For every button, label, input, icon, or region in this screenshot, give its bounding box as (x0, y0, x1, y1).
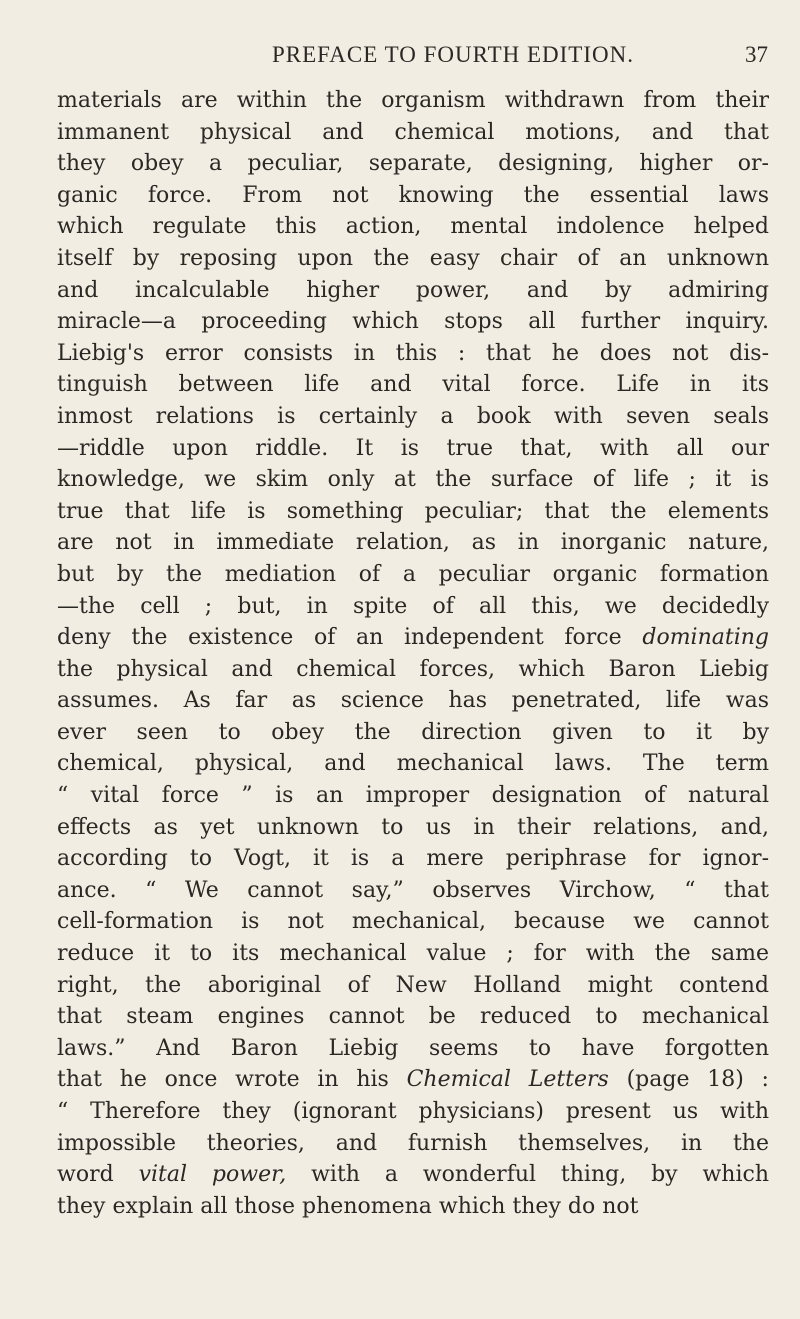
text-line: according to Vogt, it is a mere periphrase for ignor- (57, 846, 769, 872)
text-line: —riddle upon riddle. It is true that, with all our (57, 435, 769, 461)
body-text (57, 85, 769, 1222)
text-line: cell-formation is not mechanical, because we cannot (57, 909, 769, 935)
text-line: impossible theories, and furnish themselves, in the (57, 1130, 769, 1156)
text-line-with-italic (57, 1159, 769, 1191)
text-line: inmost relations is certainly a book with seven seals (57, 403, 769, 429)
text-line: knowledge, we skim only at the surface of life ; it is (57, 467, 769, 493)
text-line: effects as yet unknown to us in their relations, and, (57, 814, 769, 840)
text-line: reduce it to its mechanical value ; for with the same (57, 941, 769, 967)
text-line: immanent physical and chemical motions, and that (57, 119, 769, 145)
text-line: “ vital force ” is an improper designation of natural (57, 783, 769, 809)
text-line: ever seen to obey the direction given to it by (57, 719, 769, 745)
text-line: they obey a peculiar, separate, designing, higher or- (57, 151, 769, 177)
text-segment: deny the existence of an independent force (57, 625, 622, 651)
text-segment: that he once wrote in his (57, 1067, 389, 1093)
italic-term: dominating (642, 625, 769, 651)
text-line: “ Therefore they (ignorant physicians) present us with (57, 1099, 769, 1124)
text-segment: (page 18) : (626, 1067, 769, 1093)
text-line: right, the aboriginal of New Holland might contend (57, 972, 769, 998)
text-line: they explain all those phenomena which they do not (57, 1193, 639, 1219)
running-head: PREFACE TO FOURTH EDITION. (272, 42, 634, 67)
text-line: Liebig's error consists in this : that he does not dis- (57, 340, 769, 366)
text-line: ganic force. From not knowing the essential laws (57, 182, 769, 208)
text-line: the physical and chemical forces, which Baron Liebig (57, 656, 769, 682)
text-line: and incalculable higher power, and by admiring (57, 277, 769, 303)
text-line: which regulate this action, mental indolence helped (57, 214, 769, 240)
text-line: that steam engines cannot be reduced to mechanical (57, 1004, 769, 1030)
text-line: assumes. As far as science has penetrated, life was (57, 688, 769, 714)
text-line: but by the mediation of a peculiar organic formation (57, 561, 769, 587)
book-title: Chemical Letters (406, 1067, 609, 1093)
text-line: miracle—a proceeding which stops all further inquiry. (57, 309, 769, 335)
text-line: —the cell ; but, in spite of all this, we decidedly (57, 593, 769, 619)
text-line: itself by reposing upon the easy chair of an unknown (57, 245, 769, 271)
text-line: materials are within the organism withdrawn from their (57, 88, 769, 113)
text-line-with-italic (57, 1064, 769, 1096)
text-line: are not in immediate relation, as in inorganic nature, (57, 530, 769, 556)
page-number: 37 (745, 42, 768, 67)
text-line-with-italic (57, 622, 769, 654)
text-line: ance. “ We cannot say,” observes Virchow, “ that (57, 877, 769, 903)
text-line: true that life is something peculiar; that the elements (57, 498, 769, 524)
italic-term: vital power, (138, 1162, 287, 1188)
text-line: tinguish between life and vital force. Life in its (57, 372, 769, 398)
text-segment: with a wonderful thing, by which (311, 1162, 769, 1188)
text-line: chemical, physical, and mechanical laws. The term (57, 751, 769, 777)
text-segment: word (57, 1162, 114, 1188)
text-line: laws.” And Baron Liebig seems to have forgotten (57, 1035, 769, 1061)
